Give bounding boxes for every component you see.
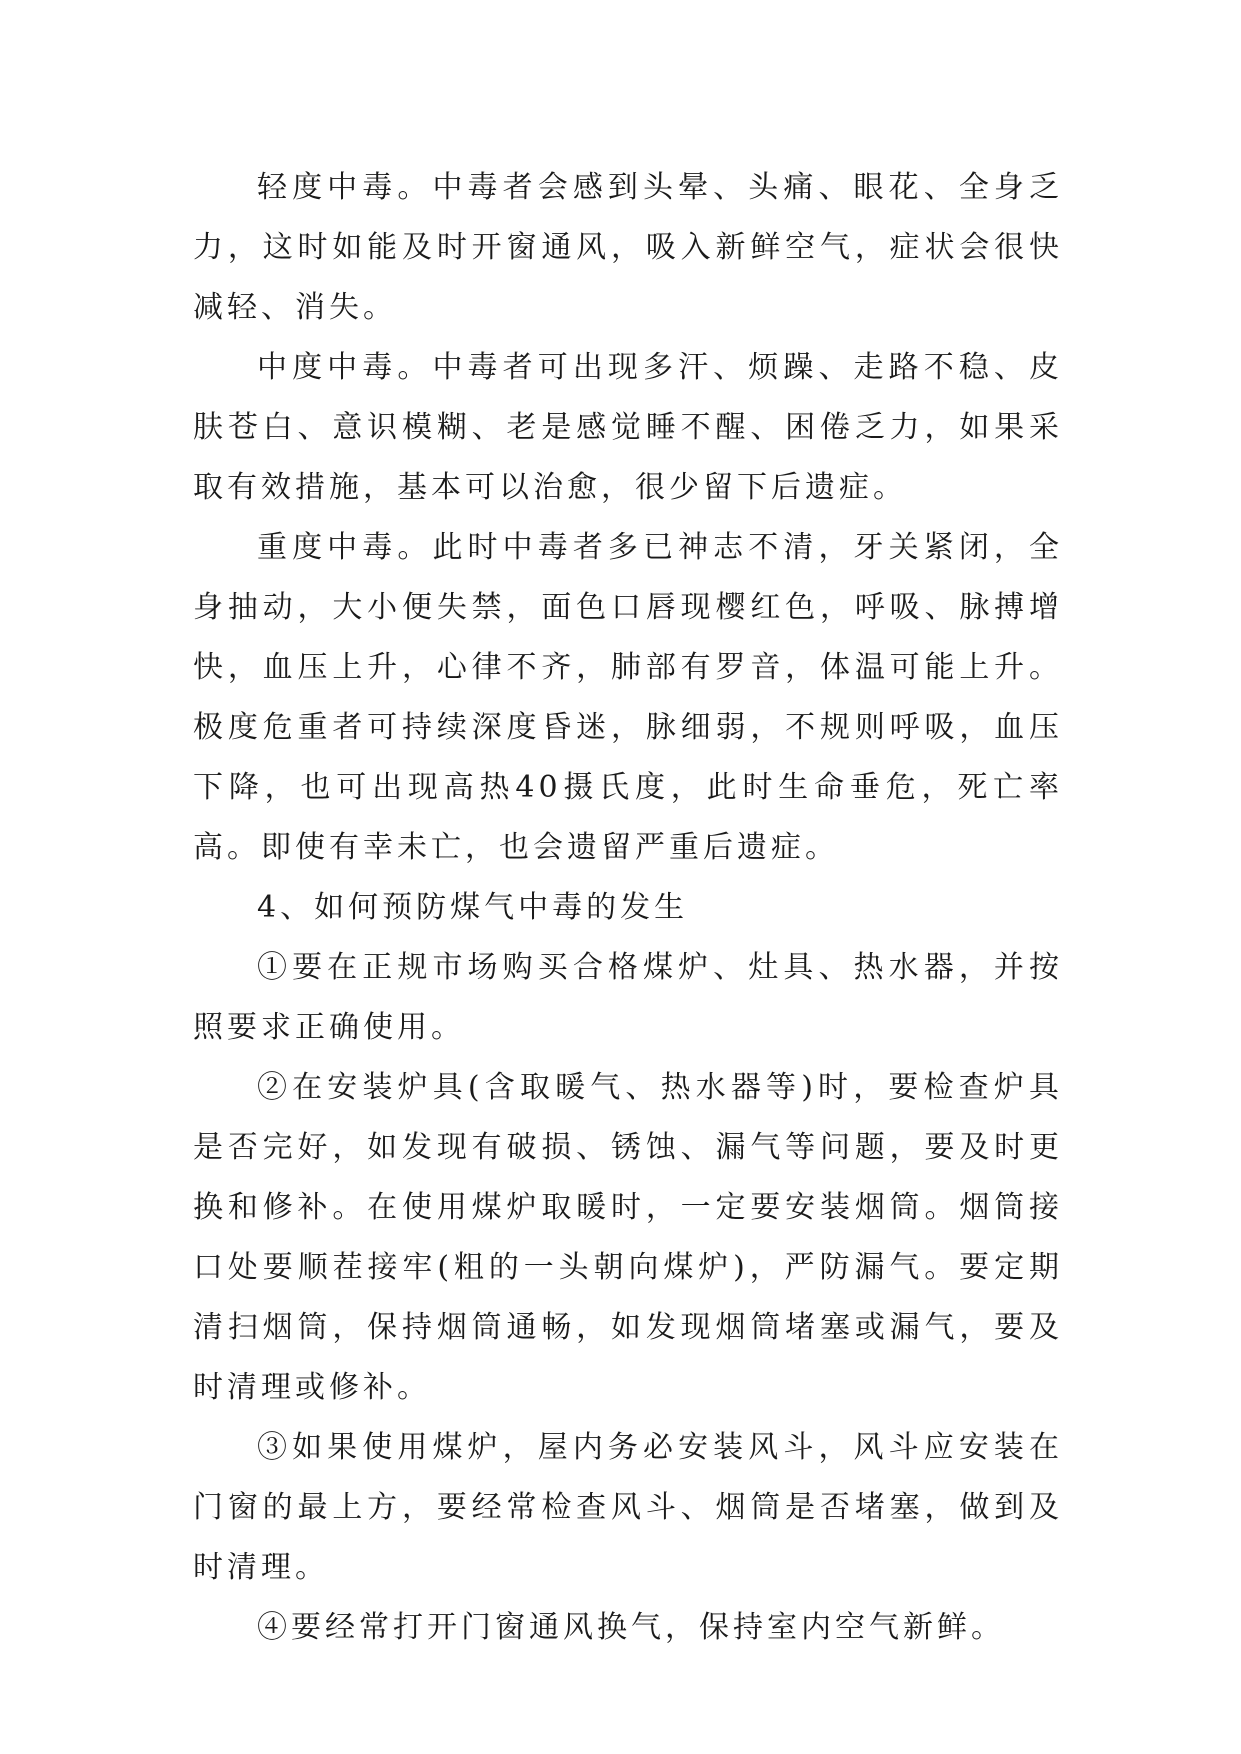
document-body xyxy=(193,158,1063,1658)
paragraph-mild-poisoning: 轻度中毒。中毒者会感到头晕、头痛、眼花、全身乏力，这时如能及时开窗通风，吸入新鲜空气，症状会很快减轻、消失。 xyxy=(193,170,1063,325)
section-heading-prevention: 4、如何预防煤气中毒的发生 xyxy=(257,890,689,925)
list-item-prevention-4: ④要经常打开门窗通风换气，保持室内空气新鲜。 xyxy=(257,1610,1005,1645)
list-item-prevention-1: ①要在正规市场购买合格煤炉、灶具、热水器，并按照要求正确使用。 xyxy=(193,950,1063,1045)
paragraph-moderate-poisoning: 中度中毒。中毒者可出现多汗、烦躁、走路不稳、皮肤苍白、意识模糊、老是感觉睡不醒、困倦乏力，如果采取有效措施，基本可以治愈，很少留下后遗症。 xyxy=(193,350,1063,505)
paragraph-severe-poisoning: 重度中毒。此时中毒者多已神志不清，牙关紧闭，全身抽动，大小便失禁，面色口唇现樱红色，呼吸、脉搏增快，血压上升，心律不齐，肺部有罗音，体温可能上升。极度危重者可持续深度昏迷，脉细弱，不规则呼吸，血压下降，也可出现高热40摄氏度，此时生命垂危，死亡率高。即使有幸未亡，也会遗留严重后遗症。 xyxy=(193,530,1063,865)
list-item-prevention-3: ③如果使用煤炉，屋内务必安装风斗，风斗应安装在门窗的最上方，要经常检查风斗、烟筒是否堵塞，做到及时清理。 xyxy=(193,1430,1063,1585)
list-item-prevention-2: ②在安装炉具(含取暖气、热水器等)时，要检查炉具是否完好，如发现有破损、锈蚀、漏气等问题，要及时更换和修补。在使用煤炉取暖时，一定要安装烟筒。烟筒接口处要顺茬接牢(粗的一头朝向煤炉)，严防漏气。要定期清扫烟筒，保持烟筒通畅，如发现烟筒堵塞或漏气，要及时清理或修补。 xyxy=(193,1070,1063,1405)
